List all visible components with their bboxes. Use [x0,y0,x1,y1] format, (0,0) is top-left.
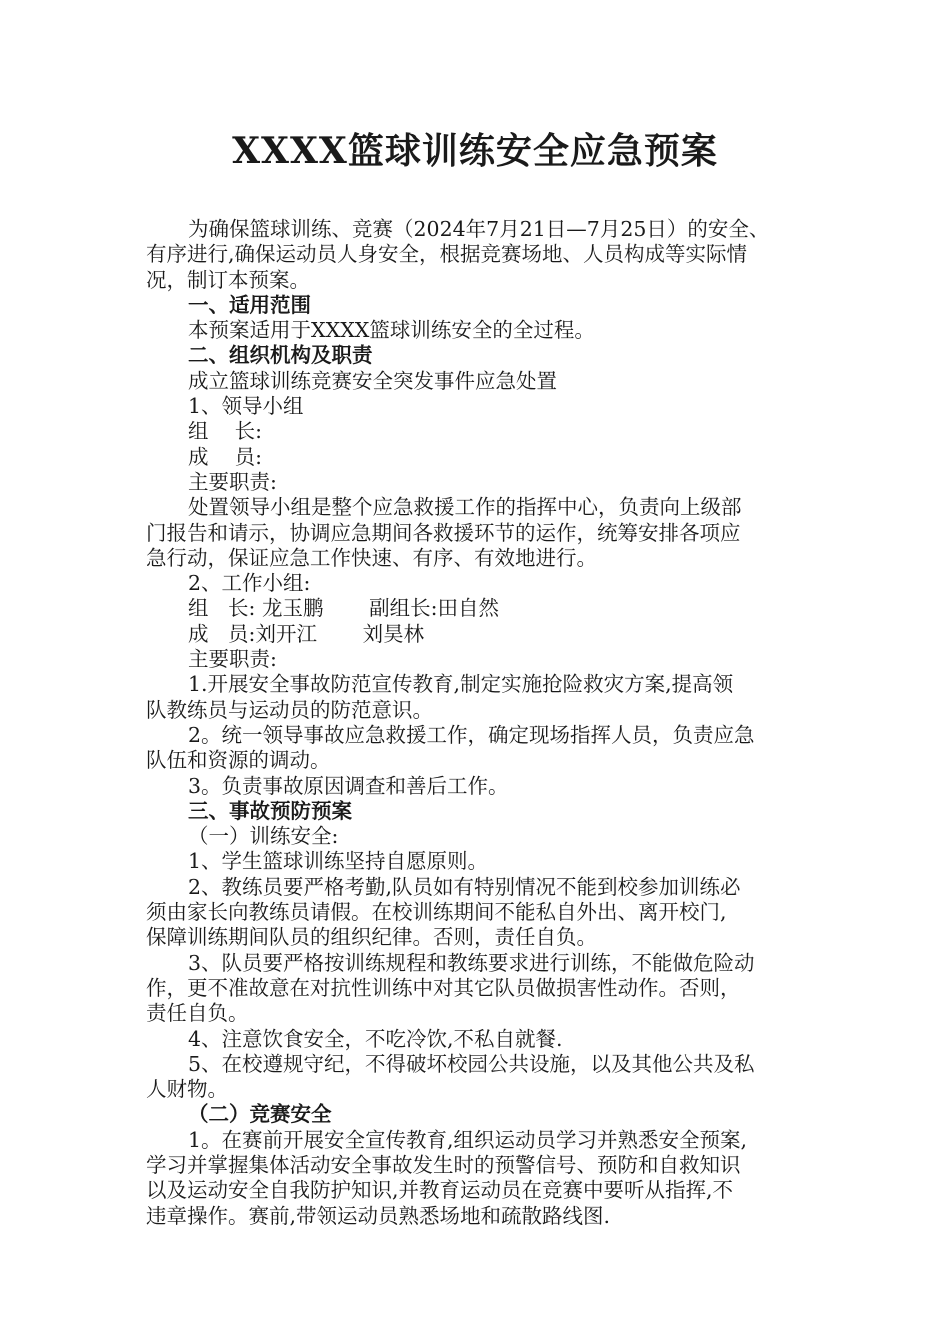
text-line: （一）训练安全: [188,824,339,849]
text-line: 况，制订本预案。 [146,267,310,292]
text-line: 3、队员要严格按训练规程和教练要求进行训练，不能做危险动 [188,950,755,975]
text-line: 组 长: [188,419,262,444]
section-heading: 三、事故预防预案 [188,798,352,823]
text-line: 主要职责: [188,469,277,494]
text-line: 以及运动安全自我防护知识,并教育运动员在竞赛中要听从指挥,不 [146,1178,734,1203]
text-line: 2。统一领导事故应急救援工作，确定现场指挥人员，负责应急 [188,722,755,747]
document-title: XXXX篮球训练安全应急预案 [232,130,718,172]
text-line: 1。在赛前开展安全宣传教育,组织运动员学习并熟悉安全预案, [188,1127,748,1152]
text-line: 学习并掌握集体活动安全事故发生时的预警信号、预防和自救知识 [146,1152,741,1177]
section-heading: 二、组织机构及职责 [188,343,373,368]
text-line: 1.开展安全事故防范宣传教育,制定实施抢险救灾方案,提高领 [188,672,734,697]
text-line: 5、在校遵规守纪，不得破坏校园公共设施，以及其他公共及私 [188,1051,755,1076]
text-line: 急行动，保证应急工作快速、有序、有效地进行。 [146,545,597,570]
text-line: 2、教练员要严格考勤,队员如有特别情况不能到校参加训练必 [188,874,741,899]
text-line: 有序进行,确保运动员人身安全，根据竞赛场地、人员构成等实际情 [146,242,748,267]
text-line: 须由家长向教练员请假。在校训练期间不能私自外出、离开校门, [146,900,727,925]
text-line: 主要职责: [188,647,277,672]
text-line: 本预案适用于XXXX篮球训练安全的全过程。 [188,318,595,343]
text-line: 1、学生篮球训练坚持自愿原则。 [188,849,489,874]
text-line: 2、工作小组: [188,571,311,596]
text-line: 作，更不准故意在对抗性训练中对其它队员做损害性动作。否则， [146,975,741,1000]
text-line: 处置领导小组是整个应急救援工作的指挥中心，负责向上级部 [188,495,742,520]
text-line: 组 长: 龙玉鹏 副组长:田自然 [188,596,499,621]
document-body [146,217,812,1229]
text-line: 3。负责事故原因调查和善后工作。 [188,773,509,798]
text-line: 1、领导小组 [188,394,304,419]
text-line: 为确保篮球训练、竞赛（2024年7月21日—7月25日）的安全、 [188,217,770,241]
text-line: 门报告和请示，协调应急期间各救援环节的运作，统筹安排各项应 [146,520,741,545]
text-line: 成 员:刘开江 刘昊林 [188,621,425,646]
section-heading: （二）竞赛安全 [188,1102,332,1127]
text-line: 成立篮球训练竞赛安全突发事件应急处置 [188,368,557,393]
section-heading: 一、适用范围 [188,292,311,317]
text-line: 人财物。 [146,1077,228,1102]
text-line: 4、注意饮食安全，不吃冷饮,不私自就餐. [188,1026,563,1051]
text-line: 违章操作。赛前,带领运动员熟悉场地和疏散路线图. [146,1203,611,1228]
text-line: 责任自负。 [146,1001,249,1026]
text-line: 成 员: [188,444,262,469]
text-line: 保障训练期间队员的组织纪律。否则，责任自负。 [146,925,597,950]
text-line: 队伍和资源的调动。 [146,748,331,773]
text-line: 队教练员与运动员的防范意识。 [146,697,433,722]
